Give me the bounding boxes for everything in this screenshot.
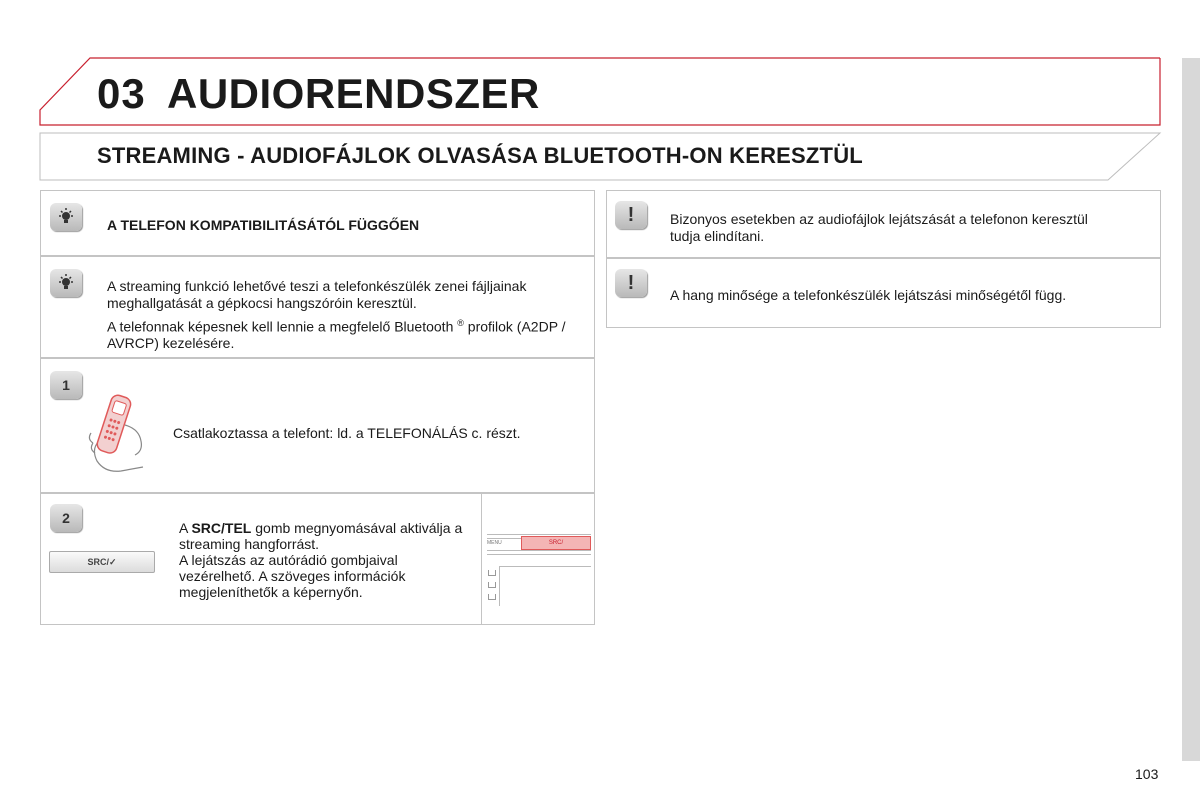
step2-number: 2	[62, 510, 70, 526]
panel-slot	[488, 570, 496, 576]
step2-bold: SRC/TEL	[191, 520, 252, 536]
panel-line	[487, 554, 591, 555]
chapter-header	[0, 0, 1200, 130]
para2-after: profilok (A2DP / AVRCP) kezelésére.	[107, 318, 566, 352]
panel-menu-label: MENU	[487, 540, 502, 546]
warning-box-2	[606, 258, 1161, 328]
warning1-text: Bizonyos esetekben az audiofájlok lejátszását a telefonon keresztül tudja elindítani.	[670, 211, 1088, 244]
chapter-title: AUDIORENDSZER	[167, 70, 540, 117]
section-title: STREAMING - AUDIOFÁJLOK OLVASÁSA BLUETOOTH-ON KERESZTÜL	[97, 143, 863, 168]
page-number: 103	[1135, 766, 1159, 782]
step2-para1	[179, 520, 469, 552]
phone-in-hand-icon	[85, 389, 165, 474]
streaming-info-para1: A streaming funkció lehetővé teszi a telefonkészülék zenei fájljainak meghallgatását a gépkocsi hangszóróin keresztül.	[107, 278, 527, 311]
radio-panel-illustration	[485, 530, 595, 610]
exclamation-icon: !	[615, 201, 647, 229]
step2-para2: A lejátszás az autórádió gombjaival vezérelhető. A szöveges információk megjeleníthetők a képernyőn.	[179, 552, 406, 600]
exclamation-icon: !	[615, 269, 647, 297]
compat-text: A TELEFON KOMPATIBILITÁSÁTÓL FÜGGŐEN	[107, 217, 420, 233]
para2-before: A telefonnak képesnek kell lennie a megfelelő Bluetooth	[107, 318, 458, 335]
phone-handset-icon: ✓	[108, 556, 117, 567]
chapter-number: 03	[97, 70, 146, 117]
panel-vertical-line	[499, 566, 500, 606]
panel-slot	[488, 582, 496, 588]
step2-prefix: A	[179, 520, 192, 536]
panel-line	[499, 566, 591, 567]
panel-src-label: SRC/	[548, 540, 564, 546]
page-edge-bar	[1182, 58, 1200, 761]
step1-text: Csatlakoztassa a telefont: ld. a TELEFONÁLÁS c. részt.	[173, 425, 521, 441]
streaming-info-para2	[107, 315, 582, 352]
warning-box-1	[606, 190, 1161, 258]
src-tel-button-label: SRC/	[87, 557, 109, 567]
step-number-badge	[50, 371, 82, 399]
streaming-info-text	[107, 278, 582, 352]
lightbulb-icon	[50, 269, 82, 297]
step-number-badge	[50, 504, 82, 532]
panel-line	[487, 550, 591, 551]
lightbulb-icon	[50, 203, 82, 231]
warning2-text: A hang minősége a telefonkészülék lejátszási minőségétől függ.	[670, 287, 1067, 303]
src-tel-button[interactable]	[49, 551, 155, 573]
panel-src-button	[521, 536, 591, 550]
panel-slot	[488, 594, 496, 600]
step2-box	[40, 493, 595, 625]
streaming-info-box	[40, 256, 595, 358]
step1-number: 1	[62, 377, 70, 393]
compat-box	[40, 190, 595, 256]
radio-panel-divider	[481, 494, 482, 624]
panel-line	[487, 534, 591, 535]
step2-text	[179, 520, 469, 600]
registered-mark: ®	[457, 318, 464, 328]
step1-box	[40, 358, 595, 493]
step2-suffix: gomb megnyomásával aktiválja a streaming hangforrást.	[179, 520, 463, 552]
